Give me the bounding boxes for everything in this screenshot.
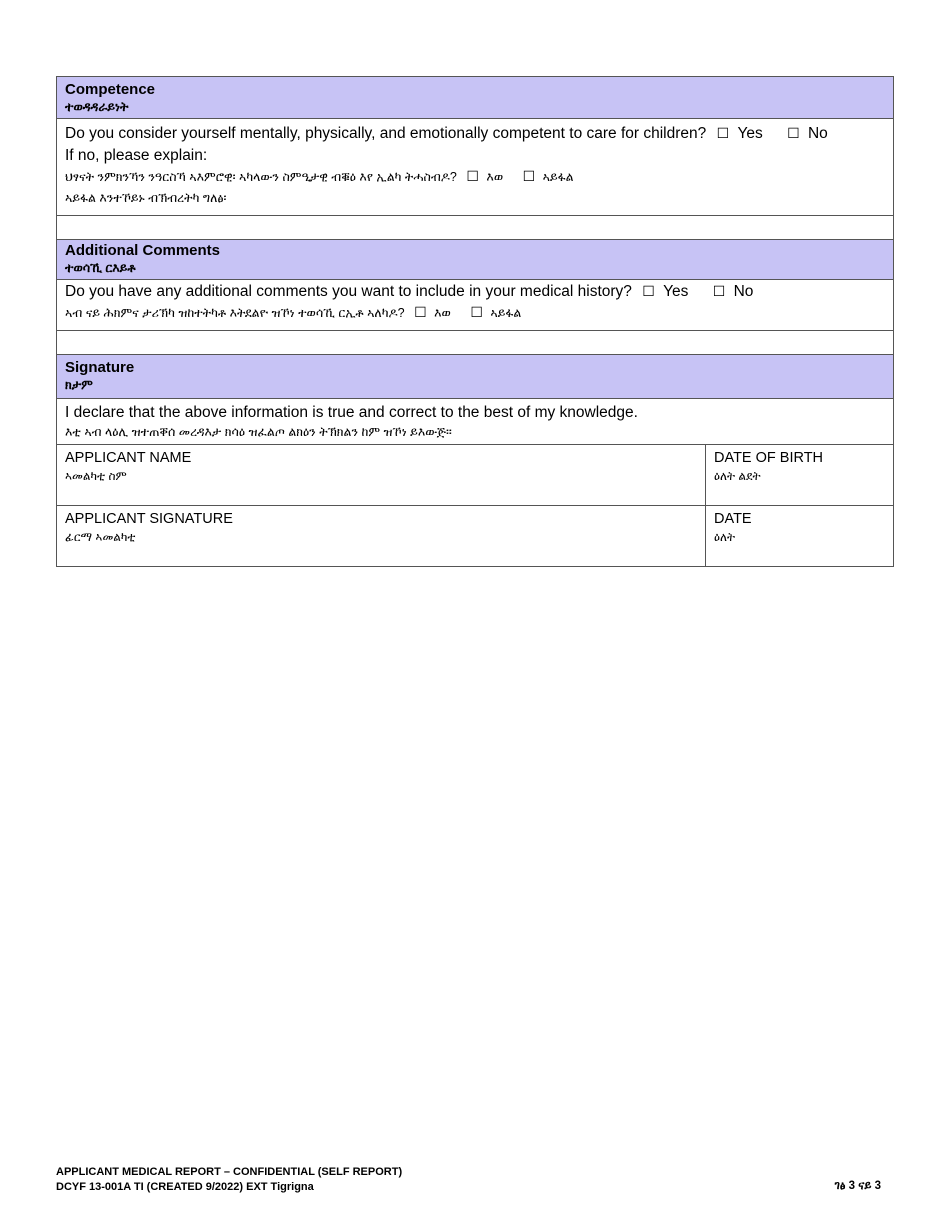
competence-question-ti-row: [65, 167, 885, 188]
applicant-name-field[interactable]: [57, 445, 706, 505]
date-of-birth-label: DATE OF BIRTH: [714, 450, 824, 466]
declaration-text-ti: እቲ ኣብ ላዕሊ ዝተጠቐሰ መረዳእታ ክሳዕ ዝፈልጦ ልክዕን ትኽክልን ከም ዝኾነ ይእውጅ፡፡: [65, 425, 452, 439]
comments-no-ti-label: ኣይፋል: [490, 306, 522, 320]
applicant-name-label: APPLICANT NAME: [65, 450, 192, 466]
signature-title: Signature: [65, 359, 135, 376]
comments-yes-label: Yes: [663, 283, 689, 300]
competence-explain: If no, please explain:: [65, 147, 208, 164]
date-label-ti: ዕለት: [714, 530, 736, 544]
signature-header: [56, 354, 894, 398]
medical-report-form: [56, 76, 894, 567]
footer-form-id: DCYF 13-001A TI (CREATED 9/2022) EXT Tigrigna: [56, 1181, 314, 1193]
competence-yes-ti-label: እወ: [486, 170, 504, 184]
comments-yes-checkbox[interactable]: ☐: [642, 284, 655, 300]
applicant-signature-label: APPLICANT SIGNATURE: [65, 511, 233, 527]
form-footer: [56, 1165, 402, 1195]
competence-no-label: No: [807, 125, 828, 142]
competence-question-row: [65, 123, 885, 145]
competence-title-ti: ተወዳዳራይነት: [65, 100, 129, 114]
comments-question-ti-row: [65, 303, 885, 324]
competence-yes-label: Yes: [737, 125, 763, 142]
competence-question: Do you consider yourself mentally, physically, and emotionally competent to care for children?: [65, 125, 707, 142]
competence-header: [56, 76, 894, 118]
competence-yes-ti-checkbox[interactable]: ☐: [466, 169, 479, 185]
date-field[interactable]: [706, 506, 893, 566]
date-of-birth-label-ti: ዕለት ልደት: [714, 469, 761, 483]
applicant-name-label-ti: ኣመልካቲ ስም: [65, 469, 127, 483]
date-of-birth-field[interactable]: [706, 445, 893, 505]
competence-no-ti-checkbox[interactable]: ☐: [522, 169, 536, 185]
comments-no-label: No: [733, 283, 754, 300]
footer-title: APPLICANT MEDICAL REPORT – CONFIDENTIAL (SELF REPORT): [56, 1166, 403, 1178]
date-label: DATE: [714, 511, 752, 527]
comments-section: [56, 279, 894, 351]
competence-no-checkbox[interactable]: ☐: [787, 126, 800, 142]
applicant-signature-row: [56, 505, 894, 567]
signature-title-ti: ክታም: [65, 378, 93, 392]
competence-explain-ti: ኣይፋል እንተኾይኑ ብኽብረትካ ግለፅ፡: [65, 191, 227, 205]
declaration-section: [56, 398, 894, 444]
applicant-signature-field[interactable]: [57, 506, 706, 566]
comments-title: Additional Comments: [65, 242, 221, 259]
comments-question-ti: ኣብ ናይ ሕክምና ታሪኽካ ዝከተትካቶ እትደልዮ ዝኾነ ተወሳኺ ርኢቶ ኣለካዶ?: [65, 306, 405, 320]
competence-yes-checkbox[interactable]: ☐: [716, 126, 730, 142]
comments-question-row: [65, 281, 885, 303]
page-number: ገፅ 3 ናይ 3: [834, 1180, 881, 1192]
comments-yes-ti-label: እወ: [434, 306, 451, 320]
comments-header: [56, 239, 894, 279]
competence-title: Competence: [65, 81, 156, 98]
competence-no-ti-label: ኣይፋል: [542, 170, 574, 184]
competence-explain-field[interactable]: [57, 215, 893, 236]
comments-no-ti-checkbox[interactable]: ☐: [470, 305, 483, 321]
comments-question: Do you have any additional comments you want to include in your medical history?: [65, 283, 632, 300]
applicant-signature-label-ti: ፊርማ ኣመልካቲ: [65, 530, 136, 544]
comments-yes-ti-checkbox[interactable]: ☐: [414, 305, 427, 321]
comments-title-ti: ተወሳኺ ርእይቶ: [65, 261, 136, 275]
declaration-text: I declare that the above information is true and correct to the best of my knowledge.: [65, 404, 638, 421]
competence-section: [56, 118, 894, 236]
applicant-name-row: [56, 444, 894, 505]
comments-field[interactable]: [57, 330, 893, 351]
competence-question-ti: ህፃናት ንምክንኻን ንዓርስኻ ኣእምሮዊ፡ ኣካላውን ስምዒታዊ ብቑዕ እየ ኢልካ ትሓስብዶ?: [65, 170, 457, 184]
comments-no-checkbox[interactable]: ☐: [712, 284, 726, 300]
